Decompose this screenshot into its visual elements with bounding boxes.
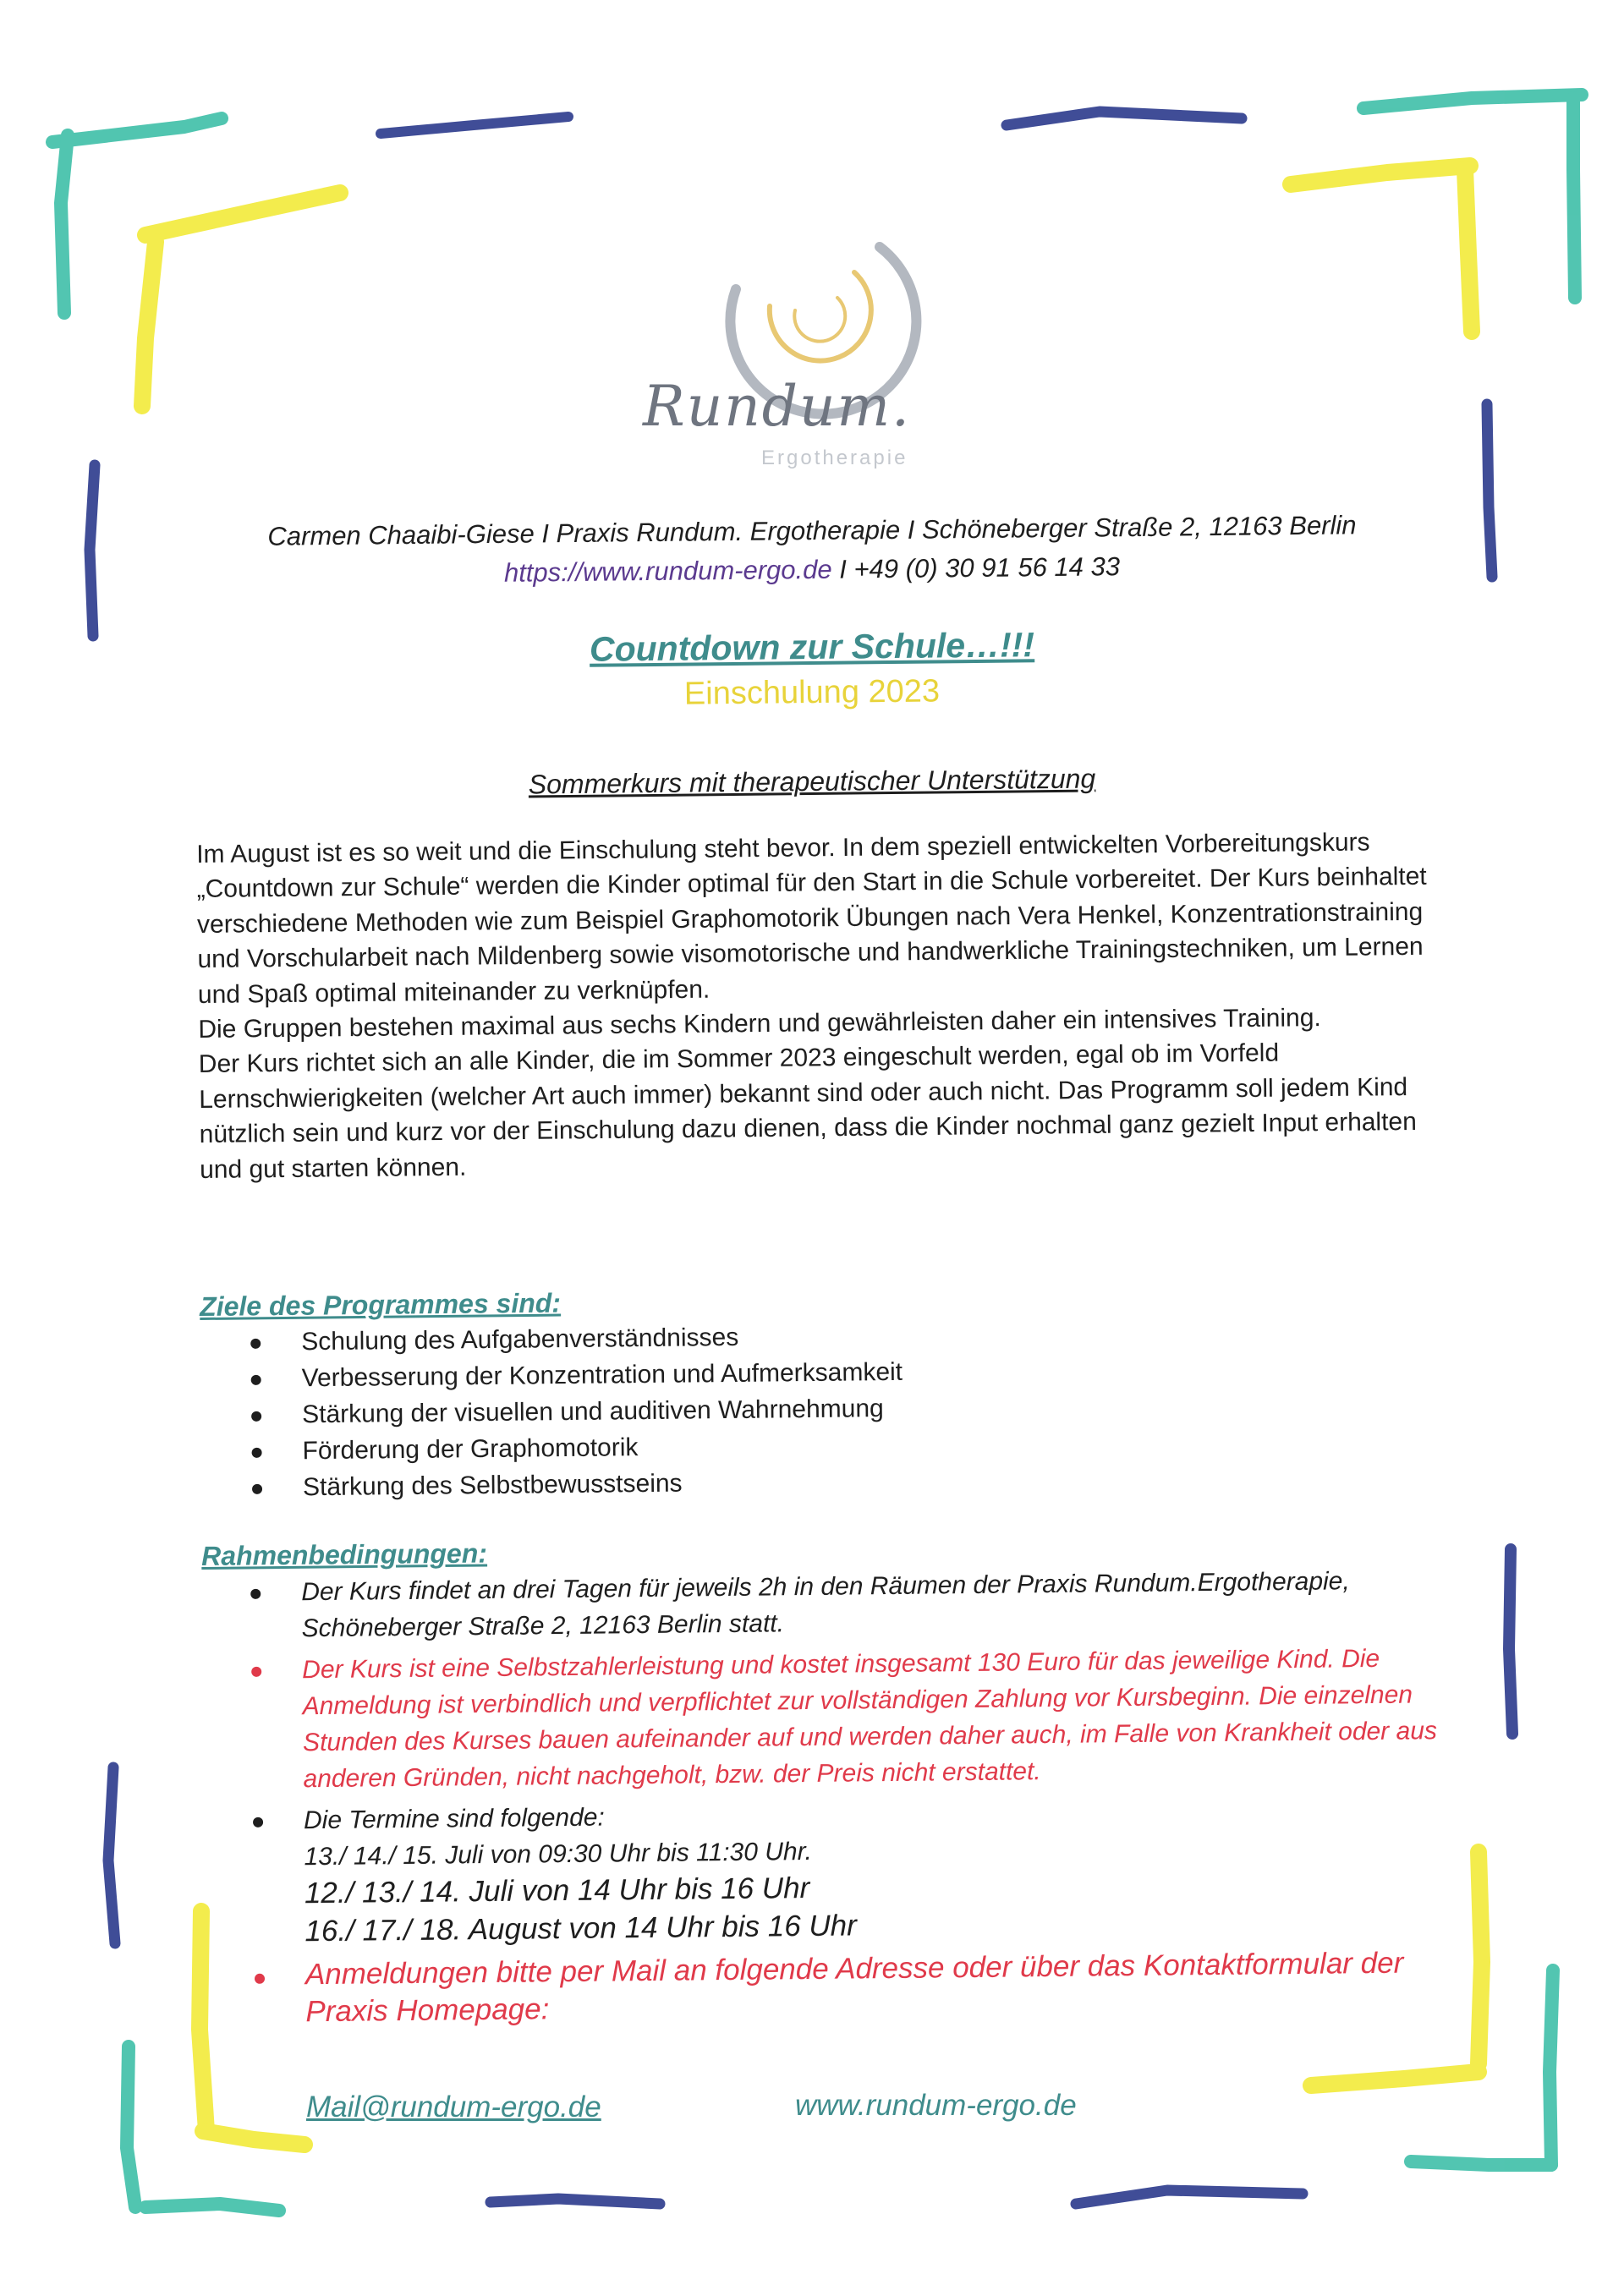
crayon-stroke-teal bbox=[61, 135, 68, 313]
dates-intro: Die Termine sind folgende: bbox=[303, 1803, 605, 1835]
date-entry: 13./ 14./ 15. Juli von 09:30 Uhr bis 11:30 Uhr. bbox=[304, 1837, 812, 1871]
intro-paragraph: Der Kurs richtet sich an alle Kinder, die im Sommer 2023 eingeschult werden, egal ob im Vorfeld Lernschwierigkeiten (welcher Art auch immer) bekannt sind oder auch nicht. Das Programm soll jedem Kind nützlich sein und kurz vor der Einschulung dazu dienen, dass die Kinder nochmal ganz gezielt Input erhalten und gut starten können. bbox=[198, 1039, 1418, 1184]
crayon-stroke-yellow bbox=[1291, 166, 1470, 184]
bullet-icon bbox=[255, 1974, 265, 1984]
date-entry: 16./ 17./ 18. August von 14 Uhr bis 16 Uhr bbox=[304, 1909, 858, 1948]
bullet-icon bbox=[251, 1375, 261, 1385]
list-item-dates bbox=[244, 1790, 1447, 1952]
crayon-stroke-yellow bbox=[1465, 169, 1472, 332]
crayon-stroke-teal bbox=[127, 2047, 135, 2207]
bullet-icon bbox=[252, 1448, 262, 1458]
crayon-stroke-navy bbox=[1487, 404, 1492, 577]
email-link[interactable]: Mail@rundum-ergo.de bbox=[306, 2091, 601, 2123]
crayon-stroke-yellow bbox=[200, 1911, 206, 2131]
page-subtitle: Einschulung 2023 bbox=[683, 673, 941, 712]
crayon-stroke-navy bbox=[491, 2199, 660, 2204]
crayon-stroke-teal bbox=[1573, 98, 1575, 298]
goals-list bbox=[242, 1312, 1343, 1506]
list-item-payment: Der Kurs ist eine Selbstzahlerleistung und kostet insgesamt 130 Euro für das jeweilige Kind. Die Anmeldung ist verbindlich und verpflichtet zur vollständigen Zahlung vor Kursbeginn. Die einzelnen Stunden des Kurses bauen aufeinander auf und werden daher auch, im Falle von Krankheit oder aus anderen Gründen, nicht nachgeholt, bzw. der Preis nicht erstattet. bbox=[243, 1640, 1446, 1798]
crayon-stroke-teal bbox=[52, 118, 222, 142]
intro-text bbox=[196, 825, 1451, 1188]
bullet-icon bbox=[250, 1589, 261, 1599]
list-item: Stärkung des Selbstbewusstseins bbox=[244, 1458, 1343, 1506]
crayon-stroke-teal bbox=[1411, 2162, 1551, 2165]
homepage-link[interactable]: www.rundum-ergo.de bbox=[795, 2089, 1077, 2122]
intro-paragraph: Im August ist es so weit und die Einschulung steht bevor. In dem speziell entwickelten Vorbereitungskurs „Countdown zur Schule“ werden die Kinder optimal für den Start in die Schule vorbereitet. Der Kurs beinhaltet verschiedene Methoden wie zum Beispiel Graphomotorik Übungen nach Vera Henkel, Konzentrationstraining und Vorschularbeit nach Mildenberg sowie visomotorische und handwerkliche Trainingstechniken, um Lernen und Spaß optimal miteinander zu verknüpfen. bbox=[196, 828, 1427, 1009]
phone-number: I +49 (0) 30 91 56 14 33 bbox=[831, 551, 1121, 584]
bullet-icon bbox=[251, 1411, 261, 1422]
logo-circle-icon bbox=[626, 196, 998, 484]
crayon-stroke-yellow bbox=[203, 2131, 304, 2145]
crayon-stroke-navy bbox=[1007, 112, 1242, 125]
list-item: Der Kurs findet an drei Tagen für jeweils 2h in den Räumen der Praxis Rundum.Ergotherapie, Schöneberger Straße 2, 12163 Berlin statt. bbox=[242, 1562, 1444, 1647]
bullet-icon bbox=[253, 1817, 263, 1827]
conditions-list bbox=[242, 1562, 1448, 2036]
conditions-heading: Rahmenbedingungen: bbox=[201, 1537, 488, 1571]
crayon-stroke-navy bbox=[1076, 2190, 1303, 2204]
list-item: Förderung der Graphomotorik bbox=[243, 1422, 1342, 1470]
crayon-stroke-navy bbox=[108, 1767, 115, 1943]
bullet-icon bbox=[251, 1667, 261, 1677]
practice-logo bbox=[626, 196, 998, 484]
crayon-stroke-teal bbox=[145, 2204, 279, 2211]
goals-heading: Ziele des Programmes sind: bbox=[200, 1287, 562, 1322]
bullet-icon bbox=[250, 1339, 261, 1349]
crayon-stroke-navy bbox=[90, 465, 95, 636]
crayon-stroke-yellow bbox=[1479, 1852, 1482, 2063]
crayon-stroke-yellow bbox=[145, 193, 340, 235]
logo-wordmark: Rundum. bbox=[643, 374, 912, 439]
crayon-stroke-yellow bbox=[142, 242, 156, 406]
crayon-stroke-teal bbox=[1550, 1970, 1553, 2165]
crayon-stroke-navy bbox=[381, 117, 568, 134]
crayon-stroke-teal bbox=[1363, 95, 1582, 108]
bullet-icon bbox=[252, 1484, 262, 1494]
crayon-stroke-yellow bbox=[1311, 2072, 1479, 2085]
list-item: Verbesserung der Konzentration und Aufmerksamkeit bbox=[242, 1349, 1341, 1397]
page-title: Countdown zur Schule…!!! bbox=[589, 625, 1035, 669]
crayon-stroke-navy bbox=[1509, 1549, 1512, 1734]
date-entry: 12./ 13./ 14. Juli von 14 Uhr bis 16 Uhr bbox=[304, 1871, 810, 1910]
intro-paragraph: Die Gruppen bestehen maximal aus sechs Kindern und gewährleisten daher ein intensives Training. bbox=[198, 1004, 1321, 1044]
contact-line: Carmen Chaaibi-Giese I Praxis Rundum. Ergotherapie I Schöneberger Straße 2, 12163 Berlin bbox=[267, 510, 1357, 551]
list-item: Schulung des Aufgabenverständnisses bbox=[242, 1312, 1341, 1361]
list-item-registration: Anmeldungen bitte per Mail an folgende Adresse oder über das Kontaktformular der Praxis Homepage: bbox=[246, 1944, 1448, 2031]
section-heading: Sommerkurs mit therapeutischer Unterstützung bbox=[528, 763, 1096, 800]
list-item: Stärkung der visuellen und auditiven Wahrnehmung bbox=[243, 1385, 1342, 1433]
logo-tagline: Ergotherapie bbox=[761, 447, 908, 469]
website-link[interactable]: https://www.rundum-ergo.de bbox=[503, 554, 832, 588]
